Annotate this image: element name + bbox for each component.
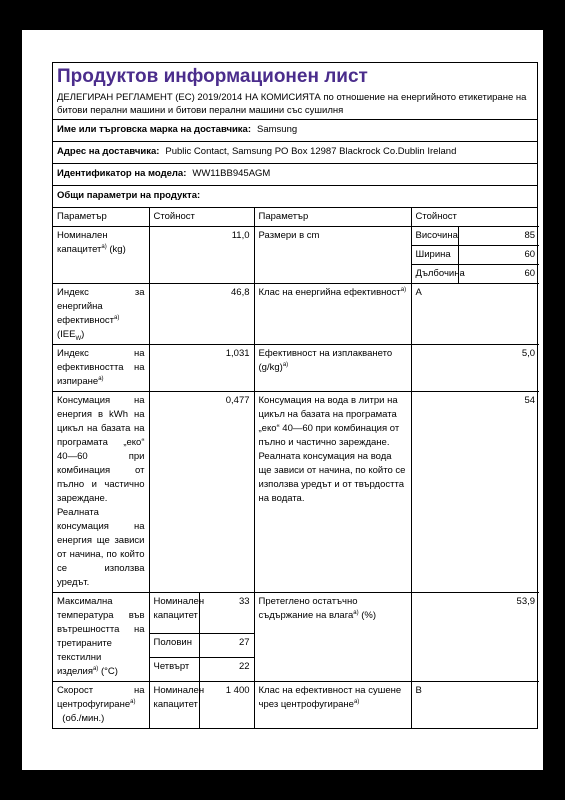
table-row	[53, 284, 539, 345]
rinse-index-value: 1,031	[149, 345, 254, 392]
max-temp-rated-value: 33	[199, 593, 254, 634]
address-row	[53, 142, 537, 164]
width-label: Ширина	[411, 246, 458, 265]
eei-value: 46,8	[149, 284, 254, 345]
spin-class-value: B	[411, 682, 539, 729]
spin-class-label: Клас на ефективност на сушене чрез центрофугиране$^{a)}$	[254, 682, 411, 729]
document-page	[22, 30, 543, 770]
max-temp-quarter-value: 22	[199, 658, 254, 682]
rinse-index-label: Индекс на ефективността на изпиране$^{a)}$	[53, 345, 149, 392]
max-temp-rated-label: Номинален капацитет	[149, 593, 199, 634]
eei-label: Индекс за енергийна ефективност$^{a)}$ $(IEE_W)$	[53, 284, 149, 345]
header-value-2: Стойност	[411, 208, 539, 227]
address-label: Адрес на доставчика:	[57, 146, 160, 157]
height-label: Височина	[411, 227, 458, 246]
general-params-label: Общи параметри на продукта:	[57, 190, 201, 201]
rinse-eff-value: 5,0	[411, 345, 539, 392]
energy-consumption-value: 0,477	[149, 392, 254, 593]
capacity-value: 11,0	[149, 227, 254, 284]
depth-value: 60	[458, 265, 539, 284]
supplier-label: Име или търговска марка на доставчика:	[57, 124, 252, 135]
table-row	[53, 345, 539, 392]
parameters-table	[53, 208, 539, 728]
moisture-label: Претеглено остатъчно съдържание на влага$^{a)}$ (%)	[254, 593, 411, 682]
page-title: Продуктов информационен лист	[57, 66, 368, 87]
supplier-row	[53, 120, 537, 142]
water-consumption-label: Консумация на вода в литри на цикъл на базата на програмата „еко“ 40—60 при комбинация от пълно и частично зареждане. Реалната консумация на вода ще зависи от начина, по който се използва уредът и от твърдостта на водата.	[254, 392, 411, 593]
address-value: Public Contact, Samsung PO Box 12987 Blackrock Co.Dublin Ireland	[165, 146, 457, 157]
table-row	[53, 227, 539, 246]
product-info-sheet	[52, 62, 538, 729]
max-temp-quarter-label: Четвърт	[149, 658, 199, 682]
table-row	[53, 392, 539, 593]
header-param: Параметър	[53, 208, 149, 227]
header-param-2: Параметър	[254, 208, 411, 227]
regulation-subtitle: ДЕЛЕГИРАН РЕГЛАМЕНТ (ЕС) 2019/2014 НА КОМИСИЯТА по отношение на енергийното етикетиране на битови перални машини и битови перални машини със сушилня	[57, 92, 527, 116]
max-temp-label: Максимална температура във вътрешността на третираните текстилни изделия$^{a)}$ (°C)	[53, 593, 149, 682]
supplier-value: Samsung	[257, 124, 298, 135]
energy-consumption-label: Консумация на енергия в kWh на цикъл на базата на програмата „еко“ 40—60 при комбинация от пълно и частично зареждане. Реалната консумация на енергия ще зависи от начина, по който се използва уредът.	[53, 392, 149, 593]
width-value: 60	[458, 246, 539, 265]
dimensions-label: Размери в cm	[254, 227, 411, 284]
spin-speed-rated-label: Номинален капацитет	[149, 682, 199, 729]
model-row	[53, 164, 537, 186]
spin-speed-rated-value: 1 400	[199, 682, 254, 729]
header-value: Стойност	[149, 208, 254, 227]
height-value: 85	[458, 227, 539, 246]
energy-class-label: Клас на енергийна ефективност$^{a)}$	[254, 284, 411, 345]
depth-label: Дълбочина	[411, 265, 458, 284]
model-label: Идентификатор на модела:	[57, 168, 187, 179]
table-row	[53, 682, 539, 729]
header-row	[53, 208, 539, 227]
model-value: WW11BB945AGM	[192, 168, 271, 179]
general-params-row	[53, 186, 537, 208]
energy-class-value: A	[411, 284, 539, 345]
table-row	[53, 593, 539, 634]
capacity-label: Номинален капацитет$^{a)}$ (kg)	[53, 227, 149, 284]
rinse-eff-label: Ефективност на изплакването $(g/kg)^{a)}$	[254, 345, 411, 392]
water-consumption-value: 54	[411, 392, 539, 593]
max-temp-half-label: Половин	[149, 634, 199, 658]
spin-speed-label: Скорост на центрофугиране$^{a)}$ (об./мин.)	[53, 682, 149, 729]
max-temp-half-value: 27	[199, 634, 254, 658]
title-block	[53, 63, 537, 120]
moisture-value: 53,9	[411, 593, 539, 682]
